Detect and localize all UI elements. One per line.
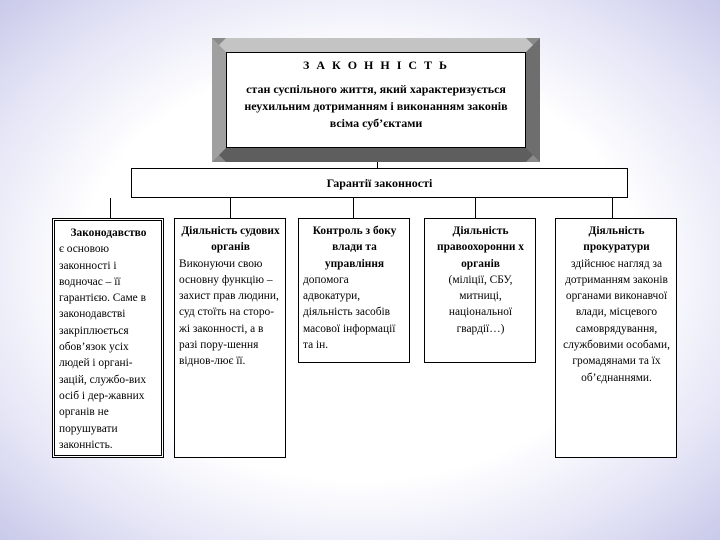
legality-title: З А К О Н Н І С Т Ь	[303, 58, 449, 72]
guarantee-heading: Діяльність правоохоронни х органів	[437, 225, 524, 270]
connector-col-3	[353, 198, 354, 218]
guarantee-law-enforcement	[424, 218, 536, 363]
guarantee-text: здійснює нагляд за дотриманням законів органами виконавчої влади, місцевого самоврядування, службовими особами, громадянами та їх об’єднаннями.	[563, 257, 670, 384]
legality-definition-box	[226, 52, 526, 148]
guarantee-courts	[174, 218, 286, 458]
guarantee-text: Виконуючи свою основну функцію – захист прав людини, суд стоїть на сторо-жі законності, а в разі пору-шення віднов-лює її.	[179, 257, 279, 368]
guarantee-text: є основою законності і водночас – її гарантією. Саме в законодавстві закріплюється обов’язок усіх людей і органі-зацій, службо-вих осіб і дер-жавних органів не порушувати законність.	[59, 243, 147, 451]
legality-definition: стан суспільного життя, який характеризується неухильним дотриманням і виконанням законів всіма суб’єктами	[244, 82, 508, 130]
guarantees-box: Гарантії законності	[131, 168, 628, 198]
guarantee-text: (міліції, СБУ, митниці, національної гвардії…)	[448, 273, 513, 335]
guarantee-heading: Діяльність судових органів	[181, 225, 280, 254]
guarantee-legislation	[52, 218, 164, 458]
guarantee-heading: Законодавство	[70, 227, 147, 239]
connector-col-4	[475, 198, 476, 218]
connector-col-2	[230, 198, 231, 218]
legality-definition-frame	[212, 38, 540, 162]
guarantee-control	[298, 218, 410, 363]
guarantee-prosecution	[555, 218, 677, 458]
guarantee-text: допомога адвокатури, діяльність засобів масової інформації та ін.	[303, 273, 396, 352]
guarantee-heading: Діяльність прокуратури	[583, 225, 650, 254]
connector-col-5	[612, 198, 613, 218]
connector-col-1	[110, 198, 111, 218]
guarantee-heading: Контроль з боку влади та управління	[312, 225, 397, 270]
